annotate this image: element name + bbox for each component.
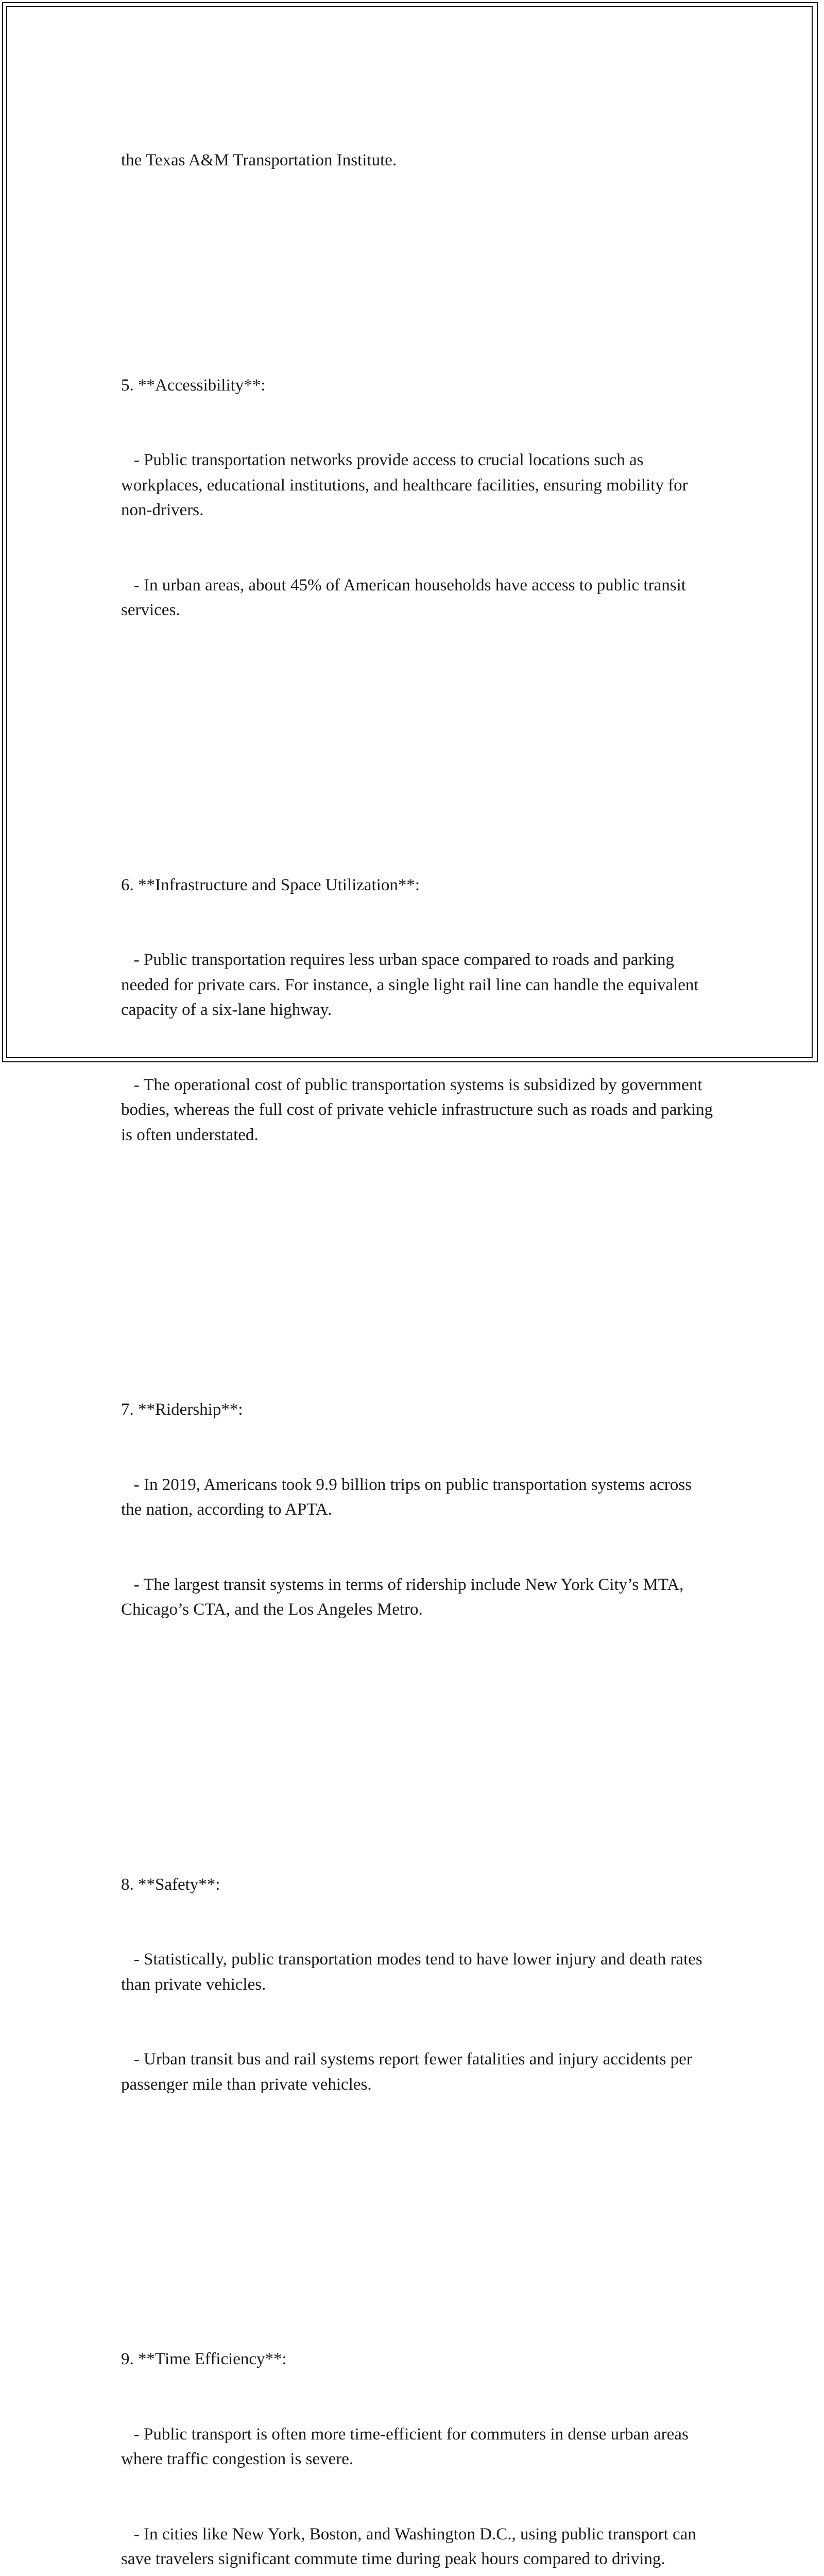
bullet-item: - In urban areas, about 45% of American households have access to public transit services. bbox=[121, 575, 691, 619]
bullet-item: - Public transport is often more time-efficient for commuters in dense urban areas where traffic congestion is severe. bbox=[121, 2425, 693, 2468]
paragraph-gap bbox=[121, 1722, 713, 1748]
intro-line: the Texas A&M Transportation Institute. bbox=[121, 151, 397, 170]
bullet-item: - Urban transit bus and rail systems report fewer fatalities and injury accidents per passenger mile than private vehicles. bbox=[121, 2050, 697, 2094]
paragraph-gap bbox=[121, 2197, 713, 2222]
paragraph-gap bbox=[121, 223, 713, 248]
section-safety bbox=[121, 1822, 713, 2147]
bullet-item: - Public transportation networks provide access to crucial locations such as workplaces, educational institutions, and healthcare facilities, ensuring mobility for non-drivers. bbox=[121, 451, 692, 519]
section-heading: 6. **Infrastructure and Space Utilization**: bbox=[121, 875, 420, 894]
document-body bbox=[121, 98, 717, 2576]
paragraph-gap bbox=[121, 1247, 713, 1273]
bullet-item: - Public transportation requires less urban space compared to roads and parking needed for private cars. For instance, a single light rail line can handle the equivalent capacity of a six-lane highway. bbox=[121, 951, 703, 1019]
section-heading: 7. **Ridership**: bbox=[121, 1400, 243, 1419]
section-heading: 5. **Accessibility**: bbox=[121, 376, 266, 395]
section-accessibility bbox=[121, 323, 713, 673]
section-ridership bbox=[121, 1347, 713, 1672]
bullet-item: - Statistically, public transportation modes tend to have lower injury and death rates than private vehicles. bbox=[121, 1950, 707, 1994]
section-heading: 8. **Safety**: bbox=[121, 1875, 220, 1894]
bullet-item: - The operational cost of public transportation systems is subsidized by government bodies, whereas the full cost of private vehicle infrastructure such as roads and parking is often understated. bbox=[121, 1075, 717, 1144]
bullet-item: - In 2019, Americans took 9.9 billion trips on public transportation systems across the nation, according to APTA. bbox=[121, 1475, 696, 1519]
section-heading: 9. **Time Efficiency**: bbox=[121, 2350, 287, 2368]
section-time-efficiency bbox=[121, 2297, 713, 2576]
bullet-item: - In cities like New York, Boston, and Washington D.C., using public transport can save travelers significant commute time during peak hours compared to driving. bbox=[121, 2524, 701, 2568]
section-infrastructure bbox=[121, 823, 717, 1198]
bullet-item: - The largest transit systems in terms of ridership include New York City’s MTA, Chicago’s CTA, and the Los Angeles Metro. bbox=[121, 1575, 688, 1619]
paragraph-gap bbox=[121, 723, 713, 748]
